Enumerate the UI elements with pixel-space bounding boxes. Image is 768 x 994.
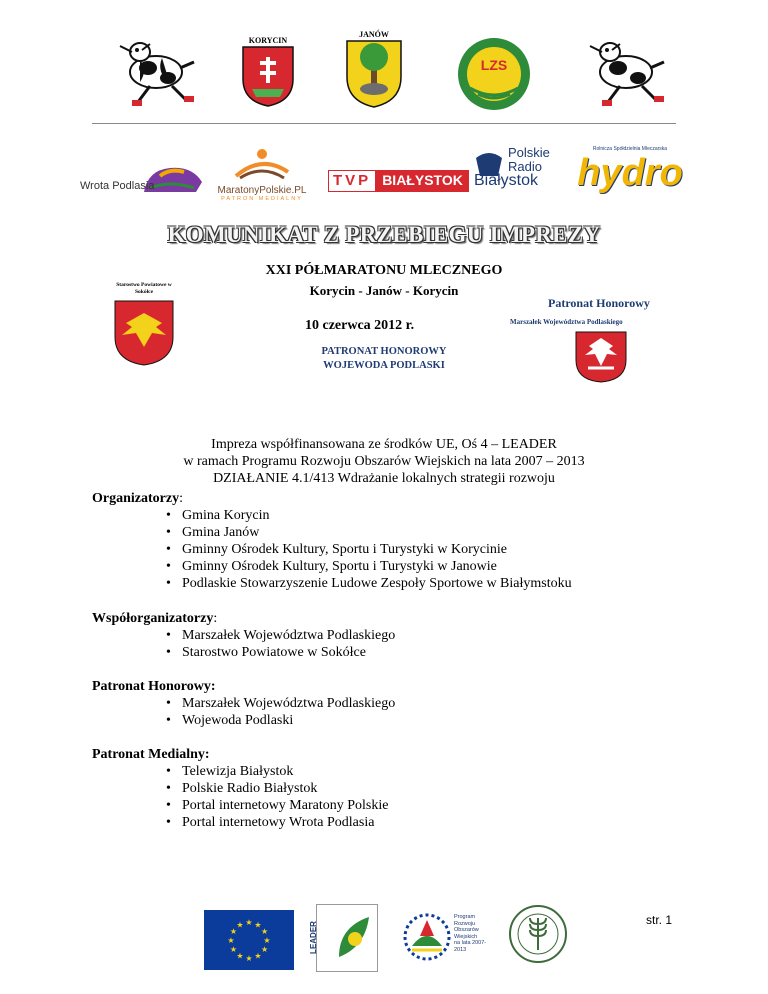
wspolorganizatorzy-heading: Współorganizatorzy (92, 611, 214, 626)
organizatorzy-list (92, 507, 572, 592)
radio-line1: Polskie (508, 145, 550, 160)
lzs-text: LZS (480, 57, 508, 73)
radio-line2: Radio (508, 159, 542, 174)
eu-star-icon: ★ (229, 927, 237, 936)
event-name: XXI PÓŁMARATONU MLECZNEGO (265, 263, 503, 278)
korycin-crest (240, 36, 296, 112)
cow-mascot-right (580, 38, 668, 110)
prow-logo (402, 906, 488, 970)
radio-line3: Białystok (474, 172, 539, 189)
runner-icon (232, 148, 292, 180)
ministry-seal-icon (508, 904, 568, 964)
page-title: KOMUNIKAT Z PRZEBIEGU IMPREZY (167, 222, 601, 247)
starostwo-crest (108, 282, 180, 372)
wrota-label: Wrota Podlasia (80, 180, 155, 192)
marszalek-label: Marszałek Województwa Podlaskiego (510, 318, 623, 326)
korycin-shield-icon (240, 45, 296, 107)
patronat-wojewoda-line1: PATRONAT HONOROWY (321, 346, 447, 357)
cow-mascot-left (110, 38, 198, 110)
maratony-label: MaratonyPolskie.PL (217, 185, 307, 196)
cofinance-statement (0, 436, 768, 487)
patronat-medialny-heading: Patronat Medialny: (92, 747, 210, 762)
wspolorganizatorzy-list (92, 627, 395, 661)
prow-line4: Wiejskich (454, 933, 478, 940)
wspolorganizatorzy-section: Współorganizatorzy: • Marszałek Województwa Podlaskiego • Starostwo Powiatowe w Sokółce (92, 610, 395, 661)
prow-line5: na lata 2007-2013 (454, 940, 487, 953)
prow-emblem-icon (402, 906, 452, 968)
eu-star-icon: ★ (236, 951, 244, 961)
korycin-label: KORYCIN (248, 36, 288, 45)
janow-shield-icon (344, 39, 404, 109)
eu-star-icon: ★ (254, 951, 262, 961)
hydro-logo (576, 146, 684, 200)
eu-star-icon: ★ (261, 927, 269, 936)
lzs-logo (456, 36, 532, 112)
eu-flag-icon (204, 910, 294, 970)
page-number: str. 1 (645, 913, 672, 927)
list-item: • Marszałek Województwa Podlaskiego (182, 627, 395, 644)
hydro-small: Rolnicza Spółdzielnia Mleczarska (592, 146, 668, 152)
patronat-honorowy-heading: Patronat Honorowy (548, 296, 650, 310)
list-item: • Polskie Radio Białystok (182, 780, 388, 797)
cofinance-line3: DZIAŁANIE 4.1/413 Wdrażanie lokalnych strategii rozwoju (213, 471, 555, 486)
header-divider (92, 123, 676, 124)
event-route: Korycin - Janów - Korycin (309, 283, 459, 298)
wrota-podlasia-logo (80, 162, 206, 198)
list-item: • Portal internetowy Maratony Polskie (182, 797, 388, 814)
janow-crest (344, 30, 404, 114)
list-item: • Podlaskie Stowarzyszenie Ludowe Zespoły Sportowe w Białymstoku (182, 575, 572, 592)
patronat-medialny-section (92, 746, 388, 831)
eu-star-icon: ★ (227, 936, 235, 945)
podlaskie-crest-icon (574, 330, 628, 384)
list-item: • Wojewoda Podlaski (182, 712, 395, 729)
prow-line3: Obszarów (454, 927, 479, 933)
tvp-label: TVP (328, 170, 376, 192)
patronat-honorowy-list (92, 695, 395, 729)
prow-line1: Program (454, 914, 476, 920)
leader-label: LEADER (308, 921, 318, 954)
list-item: • Telewizja Białystok (182, 763, 388, 780)
eu-star-icon: ★ (261, 945, 269, 954)
polskie-radio-logo (474, 146, 566, 190)
list-item: • Gmina Korycin (182, 507, 572, 524)
organizatorzy-heading: Organizatorzy (92, 491, 180, 506)
leader-leaf-icon (335, 913, 373, 963)
eu-star-icon: ★ (254, 920, 262, 930)
list-item: • Starostwo Powiatowe w Sokółce (182, 644, 395, 661)
cofinance-line2: w ramach Programu Rozwoju Obszarów Wiejskich na lata 2007 – 2013 (183, 454, 585, 469)
patronat-wojewoda-line2: WOJEWODA PODLASKI (323, 360, 445, 371)
patronat-medialny-list (92, 763, 388, 831)
organizatorzy-section: Organizatorzy: • Gmina Korycin • Gmina Janów • Gminny Ośrodek Kultury, Sportu i Turystyki w Korycinie • Gminny Ośrodek Kultury, Sportu i Turystyki w Janowie • Podlaskie Stowarzyszenie Ludowe Zespoły Sportowe w Białymstoku (92, 490, 572, 592)
list-item: • Gmina Janów (182, 524, 572, 541)
cofinance-line1: Impreza współfinansowana ze środków UE, Oś 4 – LEADER (211, 437, 557, 452)
list-item: • Gminny Ośrodek Kultury, Sportu i Turystyki w Korycinie (182, 541, 572, 558)
patronat-honorowy-section (92, 678, 395, 729)
prow-line2: Rozwoju (454, 920, 476, 927)
eu-star-icon: ★ (236, 920, 244, 930)
janow-label: JANÓW (359, 30, 389, 39)
list-item: • Portal internetowy Wrota Podlasia (182, 814, 388, 831)
tvp-city: BIAŁYSTOK (376, 170, 469, 192)
leader-logo (308, 904, 378, 972)
maratony-polskie-logo (210, 148, 314, 202)
patronat-honorowy-section-heading: Patronat Honorowy: (92, 679, 216, 694)
eu-star-icon: ★ (263, 936, 271, 945)
tvp-bialystok-logo (328, 170, 469, 192)
list-item: • Marszałek Województwa Podlaskiego (182, 695, 395, 712)
starostwo-label: Starostwo Powiatowe w Sokółce (116, 282, 172, 295)
eu-star-icon: ★ (229, 945, 237, 954)
list-item: • Gminny Ośrodek Kultury, Sportu i Turystyki w Janowie (182, 558, 572, 575)
eu-star-icon: ★ (245, 954, 253, 963)
hydro-label: hydro (577, 152, 683, 194)
event-date: 10 czerwca 2012 r. (305, 318, 415, 333)
eu-star-icon: ★ (245, 918, 253, 927)
maratony-sublabel: PATRON MEDIALNY (221, 196, 303, 202)
